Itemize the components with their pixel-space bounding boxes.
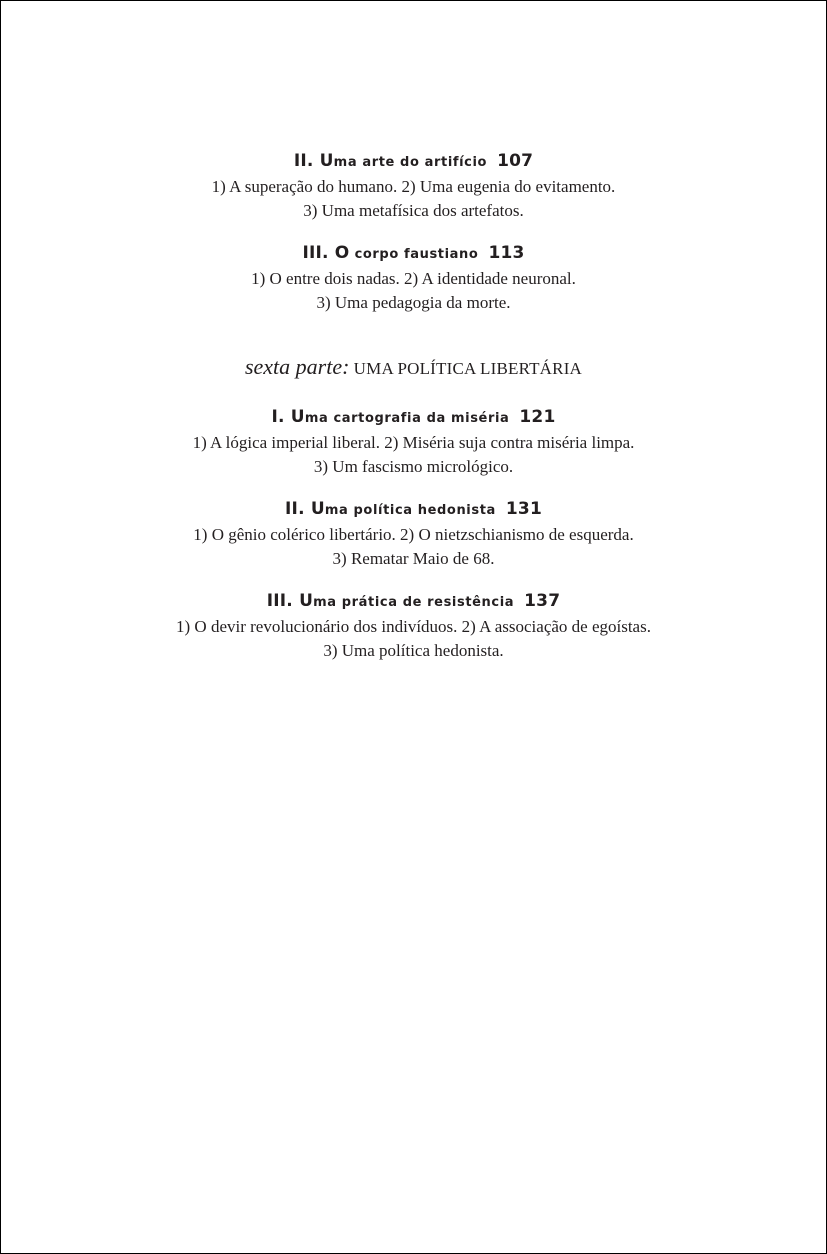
spacer	[1, 571, 826, 589]
section-number: I.	[271, 407, 285, 427]
section-subtopics-line: 3) Uma metafísica dos artefatos.	[303, 201, 524, 220]
part-title	[1, 353, 826, 383]
section-subtopics-line: 1) O gênio colérico libertário. 2) O nietzschianismo de esquerda.	[193, 525, 634, 544]
section-subtopics-line: 1) O entre dois nadas. 2) A identidade neuronal.	[251, 269, 576, 288]
section-page-number: 137	[524, 591, 561, 611]
section-title-initial: U	[310, 499, 325, 519]
section-heading	[1, 241, 826, 267]
spacer	[1, 383, 826, 405]
section-subtopics-line: 3) Uma política hedonista.	[323, 641, 504, 660]
section-number: III.	[302, 243, 329, 263]
section-page-number: 113	[488, 243, 525, 263]
section-title: ma prática de resistência	[313, 595, 515, 610]
spacer	[1, 315, 826, 353]
section-title-initial: U	[290, 407, 305, 427]
toc-section	[1, 241, 826, 315]
section-heading	[1, 149, 826, 175]
section-heading	[1, 497, 826, 523]
section-title-initial: U	[299, 591, 314, 611]
section-heading	[1, 405, 826, 431]
spacer	[1, 479, 826, 497]
section-number: III.	[266, 591, 293, 611]
section-subtopics-line: 1) O devir revolucionário dos indivíduos. 2) A associação de egoístas.	[176, 617, 651, 636]
section-page-number: 131	[505, 499, 542, 519]
section-subtopics-line: 1) A lógica imperial liberal. 2) Miséria suja contra miséria limpa.	[192, 433, 635, 452]
toc-section	[1, 589, 826, 663]
section-page-number: 107	[497, 151, 534, 171]
spacer	[1, 223, 826, 241]
toc-section	[1, 405, 826, 479]
section-title: corpo faustiano	[349, 247, 479, 262]
section-title: ma política hedonista	[324, 503, 496, 518]
toc-section	[1, 149, 826, 223]
section-title: ma arte do artifício	[333, 155, 488, 170]
section-title: ma cartografia da miséria	[304, 411, 510, 426]
part-label: sexta parte:	[244, 354, 350, 379]
part-name: UMA POLÍTICA LIBERTÁRIA	[353, 359, 583, 378]
section-subtopics-line: 3) Rematar Maio de 68.	[332, 549, 495, 568]
section-title-initial: U	[319, 151, 334, 171]
section-subtopics-line: 1) A superação do humano. 2) Uma eugenia do evitamento.	[211, 177, 616, 196]
table-of-contents	[1, 149, 826, 663]
section-page-number: 121	[519, 407, 556, 427]
section-number: II.	[285, 499, 305, 519]
toc-section	[1, 497, 826, 571]
section-title-initial: O	[334, 243, 350, 263]
section-subtopics-line: 3) Uma pedagogia da morte.	[316, 293, 511, 312]
section-subtopics-line: 3) Um fascismo micrológico.	[313, 457, 514, 476]
section-number: II.	[293, 151, 314, 171]
section-heading	[1, 589, 826, 615]
